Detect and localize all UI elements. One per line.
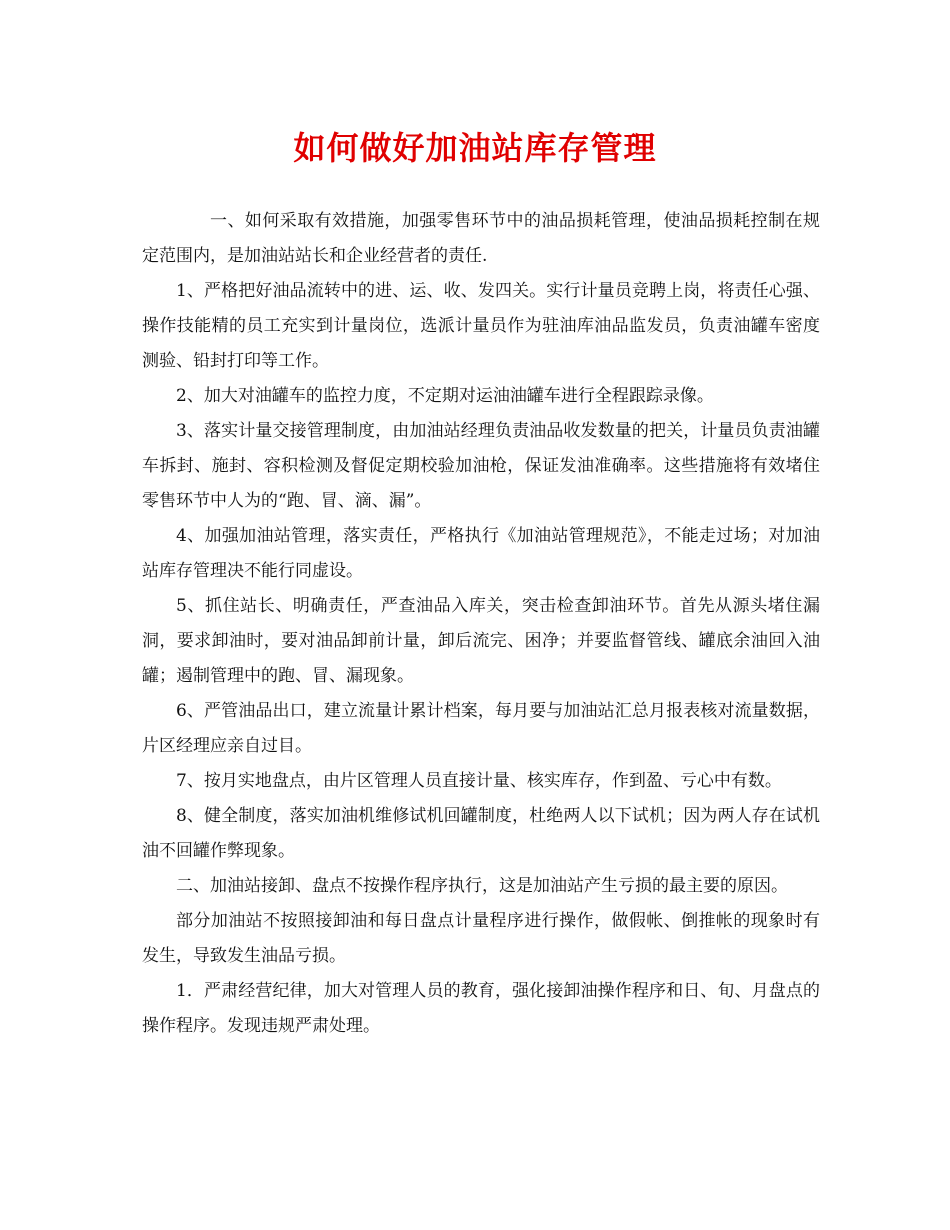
- paragraph-2: 1、严格把好油品流转中的进、运、收、发四关。实行计量员竞聘上岗，将责任心强、操作技能精的员工充实到计量岗位，选派计量员作为驻油库油品监发员，负责油罐车密度测验、铅封打印等工作。: [142, 281, 820, 371]
- document-body: [142, 204, 820, 1044]
- paragraph-4: 3、落实计量交接管理制度，由加油站经理负责油品收发数量的把关，计量员负责油罐车拆封、施封、容积检测及督促定期校验加油枪，保证发油准确率。这些措施将有效堵住零售环节中人为的“跑、冒、滴、漏”。: [142, 421, 820, 511]
- paragraph-8: 7、按月实地盘点，由片区管理人员直接计量、核实库存，作到盈、亏心中有数。: [176, 771, 782, 791]
- paragraph-3: 2、加大对油罐车的监控力度，不定期对运油油罐车进行全程跟踪录像。: [176, 386, 714, 406]
- paragraph-9: 8、健全制度，落实加油机维修试机回罐制度，杜绝两人以下试机；因为两人存在试机油不回罐作弊现象。: [142, 806, 820, 861]
- paragraph-12: 1．严肃经营纪律，加大对管理人员的教育，强化接卸油操作程序和日、旬、月盘点的操作程序。发现违规严肃处理。: [142, 981, 820, 1036]
- paragraph-6: 5、抓住站长、明确责任，严查油品入库关，突击检查卸油环节。首先从源头堵住漏洞，要求卸油时，要对油品卸前计量，卸后流完、困净；并要监督管线、罐底余油回入油罐；遏制管理中的跑、冒、漏现象。: [142, 596, 820, 686]
- document-title: 如何做好加油站库存管理: [293, 129, 657, 167]
- paragraph-11: 部分加油站不按照接卸油和每日盘点计量程序进行操作，做假帐、倒推帐的现象时有发生，导致发生油品亏损。: [142, 911, 820, 966]
- paragraph-7: 6、严管油品出口，建立流量计累计档案，每月要与加油站汇总月报表核对流量数据，片区经理应亲自过目。: [142, 701, 820, 756]
- paragraph-10: 二、加油站接卸、盘点不按操作程序执行，这是加油站产生亏损的最主要的原因。: [176, 876, 788, 896]
- paragraph-5: 4、加强加油站管理，落实责任，严格执行《加油站管理规范》，不能走过场；对加油站库存管理决不能行同虚设。: [142, 526, 820, 581]
- paragraph-1: 一、如何采取有效措施，加强零售环节中的油品损耗管理，使油品损耗控制在规定范围内，是加油站站长和企业经营者的责任.: [142, 211, 820, 266]
